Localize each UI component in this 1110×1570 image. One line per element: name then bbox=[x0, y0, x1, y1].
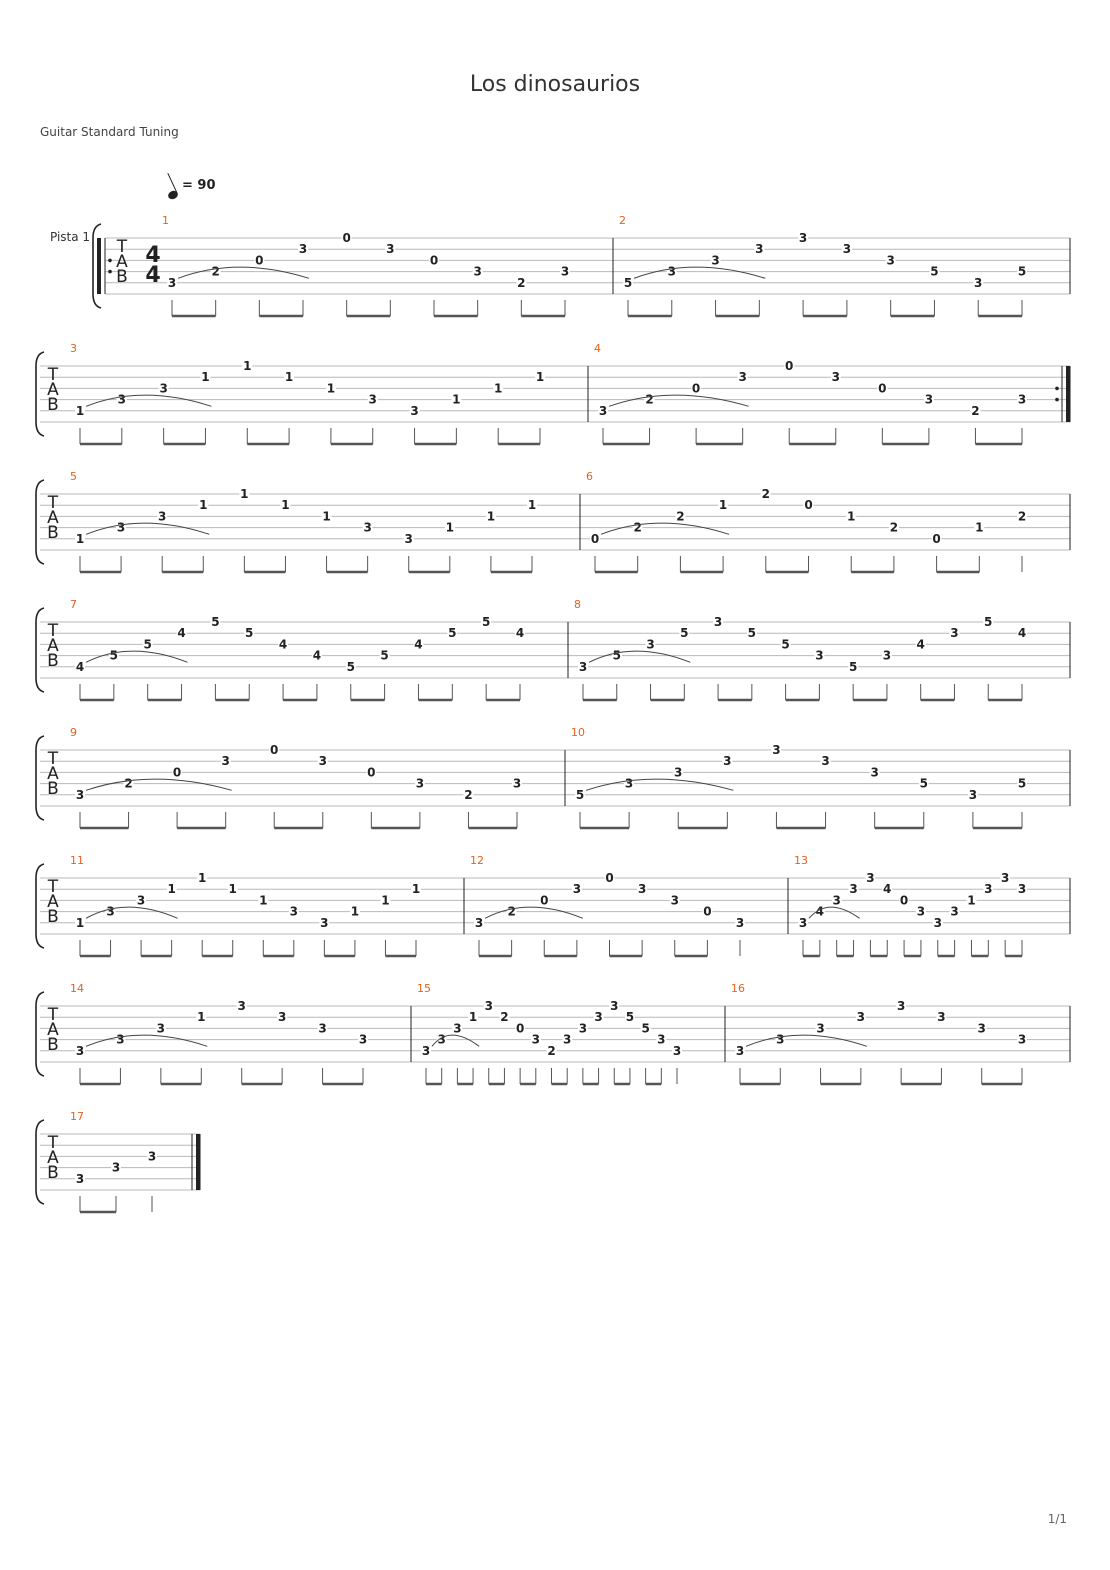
fret-number: 3 bbox=[75, 1043, 85, 1058]
tab-clef-letter: A bbox=[47, 636, 59, 656]
fret-number: 2 bbox=[1017, 509, 1027, 524]
repeat-dot bbox=[1055, 387, 1059, 391]
fret-number: 1 bbox=[197, 1010, 206, 1025]
fret-number: 3 bbox=[815, 648, 824, 663]
measure-number: 2 bbox=[619, 214, 626, 227]
system-bracket bbox=[36, 736, 44, 820]
fret-number: 2 bbox=[211, 264, 220, 279]
slur-arc bbox=[86, 1032, 207, 1047]
fret-number: 3 bbox=[984, 882, 993, 897]
measure-number: 5 bbox=[70, 470, 77, 483]
fret-number: 2 bbox=[464, 787, 473, 802]
slur-arc bbox=[485, 904, 583, 919]
fret-number: 5 bbox=[109, 648, 119, 663]
fret-number: 3 bbox=[1000, 871, 1010, 885]
fret-number: 0 bbox=[172, 765, 182, 780]
measure-number: 15 bbox=[417, 982, 431, 995]
fret-number: 1 bbox=[322, 509, 331, 524]
measure-number: 4 bbox=[594, 342, 601, 355]
slur-arc bbox=[586, 776, 733, 791]
fret-number: 3 bbox=[849, 882, 858, 897]
tab-clef-letter: B bbox=[47, 523, 59, 543]
fret-number: 3 bbox=[512, 776, 522, 791]
page-number: 1/1 bbox=[1047, 1512, 1067, 1526]
fret-number: 3 bbox=[221, 754, 230, 769]
system-bracket bbox=[36, 352, 44, 436]
fret-number: 5 bbox=[211, 615, 220, 629]
tab-clef-letter: B bbox=[47, 907, 59, 927]
fret-number: 0 bbox=[270, 743, 279, 757]
fret-number: 2 bbox=[547, 1043, 556, 1058]
fret-number: 1 bbox=[445, 520, 454, 535]
fret-number: 1 bbox=[75, 915, 85, 930]
repeat-dot bbox=[1055, 398, 1059, 402]
measure-number: 16 bbox=[731, 982, 745, 995]
fret-number: 3 bbox=[610, 999, 619, 1013]
time-signature-numerator: 4 bbox=[145, 243, 161, 268]
tab-clef-letter: A bbox=[47, 764, 59, 784]
fret-number: 3 bbox=[277, 1010, 287, 1025]
fret-number: 3 bbox=[421, 1043, 431, 1058]
fret-number: 3 bbox=[657, 1032, 666, 1047]
fret-number: 3 bbox=[484, 999, 493, 1013]
fret-number: 5 bbox=[919, 776, 928, 791]
measure-number: 12 bbox=[470, 854, 484, 867]
fret-number: 4 bbox=[414, 637, 423, 652]
fret-number: 1 bbox=[259, 893, 268, 908]
fret-number: 3 bbox=[368, 392, 377, 407]
tempo-value: = 90 bbox=[182, 178, 216, 193]
slur-arc bbox=[589, 648, 690, 663]
fret-number: 2 bbox=[645, 392, 654, 407]
fret-number: 3 bbox=[821, 754, 830, 769]
fret-number: 3 bbox=[437, 1032, 446, 1047]
slur-arc bbox=[86, 392, 211, 407]
fret-number: 1 bbox=[201, 370, 210, 385]
fret-number: 4 bbox=[916, 637, 925, 652]
fret-number: 4 bbox=[177, 626, 186, 641]
tab-clef-letter: B bbox=[47, 1163, 59, 1183]
tab-clef-letter: A bbox=[116, 252, 128, 272]
fret-number: 3 bbox=[816, 1021, 825, 1036]
fret-number: 0 bbox=[255, 253, 264, 268]
fret-number: 1 bbox=[167, 882, 176, 897]
fret-number: 2 bbox=[889, 520, 899, 535]
fret-number: 3 bbox=[674, 765, 683, 780]
fret-number: 3 bbox=[158, 509, 167, 524]
tab-clef-letter: B bbox=[47, 651, 59, 671]
fret-number: 5 bbox=[680, 626, 689, 641]
slur-arc bbox=[86, 648, 188, 663]
fret-number: 1 bbox=[75, 403, 85, 418]
fret-number: 4 bbox=[815, 904, 825, 919]
fret-number: 3 bbox=[832, 893, 841, 908]
fret-number: 0 bbox=[367, 765, 376, 780]
slur-arc bbox=[178, 264, 309, 279]
fret-number: 3 bbox=[798, 231, 808, 245]
fret-number: 0 bbox=[691, 381, 701, 396]
repeat-dot bbox=[108, 259, 112, 263]
slur-arc bbox=[86, 904, 178, 919]
fret-number: 3 bbox=[924, 392, 934, 407]
fret-number: 3 bbox=[723, 754, 732, 769]
fret-number: 3 bbox=[950, 904, 959, 919]
fret-number: 5 bbox=[380, 648, 389, 663]
fret-number: 3 bbox=[646, 637, 655, 652]
measure-number: 3 bbox=[70, 342, 77, 355]
fret-number: 3 bbox=[531, 1032, 540, 1047]
fret-number: 3 bbox=[738, 370, 747, 385]
fret-number: 3 bbox=[159, 381, 168, 396]
fret-number: 0 bbox=[342, 231, 351, 245]
fret-number: 3 bbox=[916, 904, 926, 919]
fret-number: 5 bbox=[930, 264, 939, 279]
fret-number: 1 bbox=[284, 370, 294, 385]
fret-number: 3 bbox=[624, 776, 634, 791]
fret-number: 3 bbox=[578, 1021, 588, 1036]
fret-number: 5 bbox=[1017, 264, 1027, 279]
fret-number: 1 bbox=[326, 381, 336, 396]
tab-clef-letter: T bbox=[47, 749, 59, 769]
fret-number: 1 bbox=[381, 893, 390, 908]
fret-number: 3 bbox=[637, 882, 647, 897]
fret-number: 3 bbox=[670, 893, 679, 908]
fret-number: 2 bbox=[124, 776, 133, 791]
fret-number: 3 bbox=[735, 1043, 745, 1058]
measure-number: 13 bbox=[794, 854, 808, 867]
tab-clef-letter: T bbox=[47, 877, 59, 897]
fret-number: 1 bbox=[494, 381, 503, 396]
tab-clef-letter: A bbox=[47, 380, 59, 400]
fret-number: 4 bbox=[75, 659, 85, 674]
measure-number: 7 bbox=[70, 598, 77, 611]
system-bracket bbox=[36, 1120, 44, 1204]
measure-number: 9 bbox=[70, 726, 77, 739]
measure-number: 11 bbox=[70, 854, 84, 867]
fret-number: 2 bbox=[971, 403, 980, 418]
fret-number: 5 bbox=[612, 648, 621, 663]
fret-number: 3 bbox=[831, 370, 840, 385]
fret-number: 3 bbox=[410, 403, 419, 418]
fret-number: 3 bbox=[117, 392, 126, 407]
fret-number: 3 bbox=[289, 904, 298, 919]
system-bracket bbox=[36, 864, 44, 948]
fret-number: 3 bbox=[578, 659, 588, 674]
fret-number: 1 bbox=[75, 531, 85, 546]
fret-number: 0 bbox=[804, 498, 813, 513]
fret-number: 3 bbox=[594, 1010, 603, 1025]
fret-number: 5 bbox=[848, 659, 858, 674]
fret-number: 1 bbox=[718, 498, 728, 513]
track-name: Pista 1 bbox=[50, 230, 91, 244]
fret-number: 3 bbox=[968, 787, 978, 802]
fret-number: 5 bbox=[346, 659, 355, 674]
tab-clef-letter: A bbox=[47, 892, 59, 912]
fret-number: 3 bbox=[672, 1043, 682, 1058]
fret-number: 3 bbox=[560, 264, 570, 279]
fret-number: 3 bbox=[386, 242, 395, 257]
fret-number: 3 bbox=[937, 1010, 946, 1025]
tab-clef-letter: T bbox=[116, 237, 128, 257]
fret-number: 5 bbox=[575, 787, 585, 802]
fret-number: 2 bbox=[507, 904, 516, 919]
measure-number: 8 bbox=[574, 598, 581, 611]
fret-number: 2 bbox=[500, 1010, 509, 1025]
fret-number: 3 bbox=[755, 242, 764, 257]
tab-clef-letter: T bbox=[47, 621, 59, 641]
repeat-thick-bar bbox=[1066, 366, 1070, 422]
fret-number: 3 bbox=[974, 275, 983, 290]
fret-number: 3 bbox=[106, 904, 115, 919]
fret-number: 3 bbox=[1017, 1032, 1027, 1047]
tuning-label: Guitar Standard Tuning bbox=[40, 125, 179, 139]
fret-number: 3 bbox=[798, 915, 808, 930]
fret-number: 3 bbox=[474, 915, 484, 930]
fret-number: 1 bbox=[486, 509, 496, 524]
fret-number: 1 bbox=[350, 904, 360, 919]
fret-number: 0 bbox=[540, 893, 549, 908]
measure-number: 10 bbox=[571, 726, 585, 739]
fret-number: 2 bbox=[633, 520, 642, 535]
slur-arc bbox=[601, 520, 729, 535]
fret-number: 2 bbox=[761, 487, 770, 501]
measure-number: 17 bbox=[70, 1110, 84, 1123]
fret-number: 3 bbox=[1017, 392, 1027, 407]
fret-number: 0 bbox=[429, 253, 439, 268]
fret-number: 5 bbox=[625, 1010, 635, 1025]
repeat-thick-bar bbox=[97, 238, 101, 294]
fret-number: 0 bbox=[605, 871, 614, 885]
measure-number: 6 bbox=[586, 470, 593, 483]
fret-number: 3 bbox=[136, 893, 146, 908]
fret-number: 0 bbox=[590, 531, 600, 546]
fret-number: 3 bbox=[563, 1032, 572, 1047]
fret-number: 1 bbox=[281, 498, 290, 513]
tab-clef-letter: A bbox=[47, 1020, 59, 1040]
fret-number: 3 bbox=[772, 743, 781, 757]
fret-number: 3 bbox=[598, 403, 608, 418]
fret-number: 1 bbox=[198, 871, 207, 885]
fret-number: 3 bbox=[950, 626, 959, 641]
fret-number: 3 bbox=[856, 1010, 866, 1025]
fret-number: 3 bbox=[842, 242, 852, 257]
fret-number: 3 bbox=[237, 999, 246, 1013]
fret-number: 0 bbox=[515, 1021, 525, 1036]
fret-number: 3 bbox=[404, 531, 413, 546]
fret-number: 3 bbox=[318, 1021, 327, 1036]
fret-number: 3 bbox=[572, 882, 582, 897]
fret-number: 5 bbox=[623, 275, 633, 290]
fret-number: 3 bbox=[298, 242, 308, 257]
tab-clef-letter: T bbox=[47, 1005, 59, 1025]
time-signature-denominator: 4 bbox=[145, 263, 161, 288]
fret-number: 3 bbox=[896, 999, 906, 1013]
fret-number: 0 bbox=[785, 359, 794, 373]
slur-arc bbox=[609, 392, 749, 407]
fret-number: 3 bbox=[156, 1021, 166, 1036]
fret-number: 0 bbox=[703, 904, 712, 919]
fret-number: 1 bbox=[967, 893, 976, 908]
fret-number: 1 bbox=[243, 359, 252, 373]
repeat-dot bbox=[108, 270, 112, 274]
slur-arc bbox=[746, 1032, 867, 1047]
fret-number: 3 bbox=[713, 615, 723, 629]
fret-number: 0 bbox=[899, 893, 909, 908]
fret-number: 3 bbox=[1017, 882, 1027, 897]
fret-number: 2 bbox=[517, 275, 526, 290]
fret-number: 3 bbox=[147, 1149, 157, 1164]
slur-arc bbox=[86, 520, 209, 535]
tab-clef-letter: T bbox=[47, 1133, 59, 1153]
fret-number: 1 bbox=[199, 498, 208, 513]
fret-number: 3 bbox=[358, 1032, 368, 1047]
fret-number: 5 bbox=[143, 637, 152, 652]
fret-number: 1 bbox=[468, 1010, 478, 1025]
fret-number: 1 bbox=[535, 370, 545, 385]
fret-number: 3 bbox=[75, 787, 85, 802]
fret-number: 3 bbox=[116, 1032, 125, 1047]
fret-number: 5 bbox=[747, 626, 757, 641]
fret-number: 3 bbox=[473, 264, 482, 279]
fret-number: 0 bbox=[878, 381, 887, 396]
fret-number: 1 bbox=[228, 882, 237, 897]
fret-number: 3 bbox=[320, 915, 329, 930]
fret-number: 3 bbox=[318, 754, 327, 769]
fret-number: 3 bbox=[167, 275, 177, 290]
fret-number: 1 bbox=[240, 487, 249, 501]
tab-clef-letter: A bbox=[47, 1148, 59, 1168]
fret-number: 3 bbox=[116, 520, 126, 535]
fret-number: 4 bbox=[515, 626, 525, 641]
fret-number: 1 bbox=[411, 882, 421, 897]
slur-arc bbox=[634, 264, 765, 279]
slur-arc bbox=[86, 776, 232, 791]
fret-number: 5 bbox=[641, 1021, 650, 1036]
fret-number: 1 bbox=[452, 392, 461, 407]
fret-number: 3 bbox=[870, 765, 879, 780]
fret-number: 1 bbox=[975, 520, 984, 535]
fret-number: 3 bbox=[453, 1021, 462, 1036]
fret-number: 5 bbox=[245, 626, 254, 641]
fret-number: 3 bbox=[75, 1171, 85, 1186]
fret-number: 5 bbox=[1017, 776, 1027, 791]
fret-number: 3 bbox=[415, 776, 425, 791]
final-thick-bar bbox=[196, 1134, 200, 1190]
fret-number: 3 bbox=[667, 264, 676, 279]
measure-number: 14 bbox=[70, 982, 84, 995]
system-bracket bbox=[36, 992, 44, 1076]
fret-number: 3 bbox=[933, 915, 942, 930]
fret-number: 5 bbox=[481, 615, 491, 629]
fret-number: 3 bbox=[711, 253, 720, 268]
fret-number: 1 bbox=[527, 498, 537, 513]
system-bracket bbox=[36, 480, 44, 564]
fret-number: 3 bbox=[363, 520, 372, 535]
tab-clef-letter: A bbox=[47, 508, 59, 528]
fret-number: 3 bbox=[735, 915, 745, 930]
fret-number: 4 bbox=[1017, 626, 1027, 641]
tab-clef-letter: B bbox=[47, 1035, 59, 1055]
fret-number: 5 bbox=[781, 637, 790, 652]
fret-number: 5 bbox=[984, 615, 993, 629]
measure-number: 1 bbox=[162, 214, 169, 227]
system-bracket bbox=[36, 608, 44, 692]
fret-number: 3 bbox=[776, 1032, 785, 1047]
fret-number: 1 bbox=[847, 509, 856, 524]
tab-clef-letter: B bbox=[116, 267, 128, 287]
fret-number: 3 bbox=[111, 1160, 121, 1175]
fret-number: 3 bbox=[866, 871, 875, 885]
fret-number: 4 bbox=[312, 648, 322, 663]
fret-number: 3 bbox=[886, 253, 895, 268]
fret-number: 3 bbox=[977, 1021, 986, 1036]
fret-number: 0 bbox=[932, 531, 941, 546]
fret-number: 4 bbox=[278, 637, 288, 652]
page-title: Los dinosaurios bbox=[469, 72, 641, 97]
tab-clef-letter: T bbox=[47, 365, 59, 385]
tab-clef-letter: B bbox=[47, 395, 59, 415]
fret-number: 4 bbox=[883, 882, 892, 897]
tab-clef-letter: T bbox=[47, 493, 59, 513]
fret-number: 5 bbox=[448, 626, 457, 641]
fret-number: 2 bbox=[676, 509, 685, 524]
tab-clef-letter: B bbox=[47, 779, 59, 799]
fret-number: 3 bbox=[882, 648, 892, 663]
